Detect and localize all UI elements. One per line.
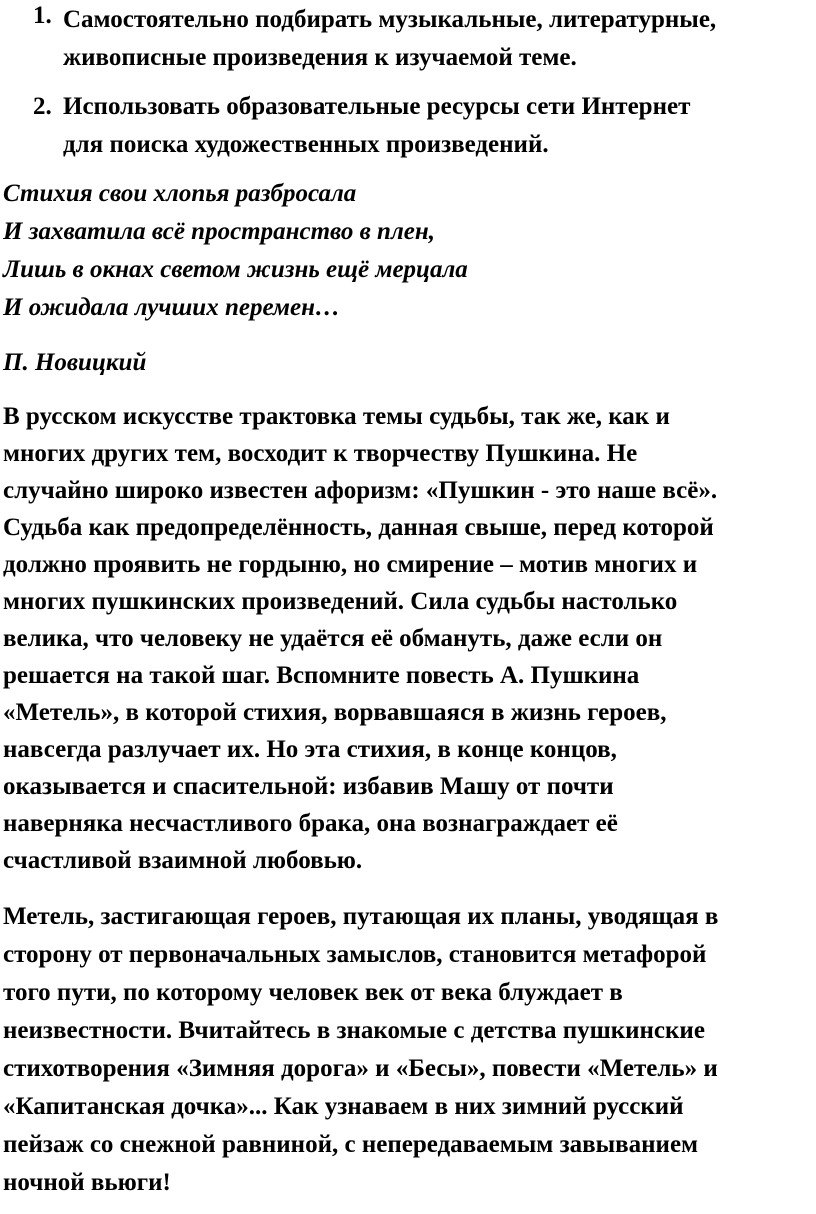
text-line: Судьба как предопределённость, данная свыше, перед которой: [3, 514, 714, 541]
text-line: Использовать образовательные ресурсы сети Интернет: [63, 93, 691, 120]
list-number: 2.: [33, 93, 52, 120]
text-line: «Метель», в которой стихия, ворвавшаяся в жизнь героев,: [3, 699, 667, 726]
text-line: счастливой взаимной любовью.: [3, 847, 363, 874]
text-line: В русском искусстве трактовка темы судьбы, так же, как и: [3, 403, 670, 430]
text-line: стихотворения «Зимняя дорога» и «Бесы», повести «Метель» и: [3, 1055, 718, 1082]
poem-line: Стихия свои хлопья разбросала: [3, 180, 357, 207]
text-line: случайно широко известен афоризм: «Пушкин - это наше всё».: [3, 477, 718, 504]
poem-author: П. Новицкий: [3, 349, 147, 376]
text-line: для поиска художественных произведений.: [63, 131, 549, 158]
text-line: Метель, застигающая героев, путающая их планы, уводящая в: [3, 903, 719, 930]
text-line: «Капитанская дочка»... Как узнаваем в них зимний русский: [3, 1093, 684, 1120]
poem-line: И ожидала лучших перемен…: [3, 294, 341, 321]
text-line: живописные произведения к изучаемой теме.: [63, 44, 577, 71]
text-line: решается на такой шаг. Вспомните повесть А. Пушкина: [3, 662, 640, 689]
text-line: Самостоятельно подбирать музыкальные, литературные,: [63, 6, 717, 33]
text-line: многих других тем, восходит к творчеству Пушкина. Не: [3, 440, 638, 467]
text-line: должно проявить не гордыню, но смирение – мотив многих и: [3, 551, 698, 578]
poem-line: И захватила всё пространство в плен,: [3, 218, 435, 245]
text-line: неизвестности. Вчитайтесь в знакомые с детства пушкинские: [3, 1017, 705, 1044]
text-line: многих пушкинских произведений. Сила судьбы настолько: [3, 588, 678, 615]
text-line: пейзаж со снежной равниной, с непередаваемым завыванием: [3, 1131, 699, 1158]
text-line: велика, что человеку не удаётся её обмануть, даже если он: [3, 625, 663, 652]
text-line: оказывается и спасительной: избавив Машу от почти: [3, 773, 614, 800]
list-number: 1.: [33, 2, 52, 29]
text-line: того пути, по которому человек век от века блуждает в: [3, 979, 623, 1006]
text-line: навсегда разлучает их. Но эта стихия, в конце концов,: [3, 736, 617, 763]
poem-line: Лишь в окнах светом жизнь ещё мерцала: [3, 256, 468, 283]
text-line: сторону от первоначальных замыслов, становится метафорой: [3, 941, 707, 968]
text-line: ночной вьюги!: [3, 1169, 171, 1196]
text-line: наверняка несчастливого брака, она вознаграждает её: [3, 810, 618, 837]
